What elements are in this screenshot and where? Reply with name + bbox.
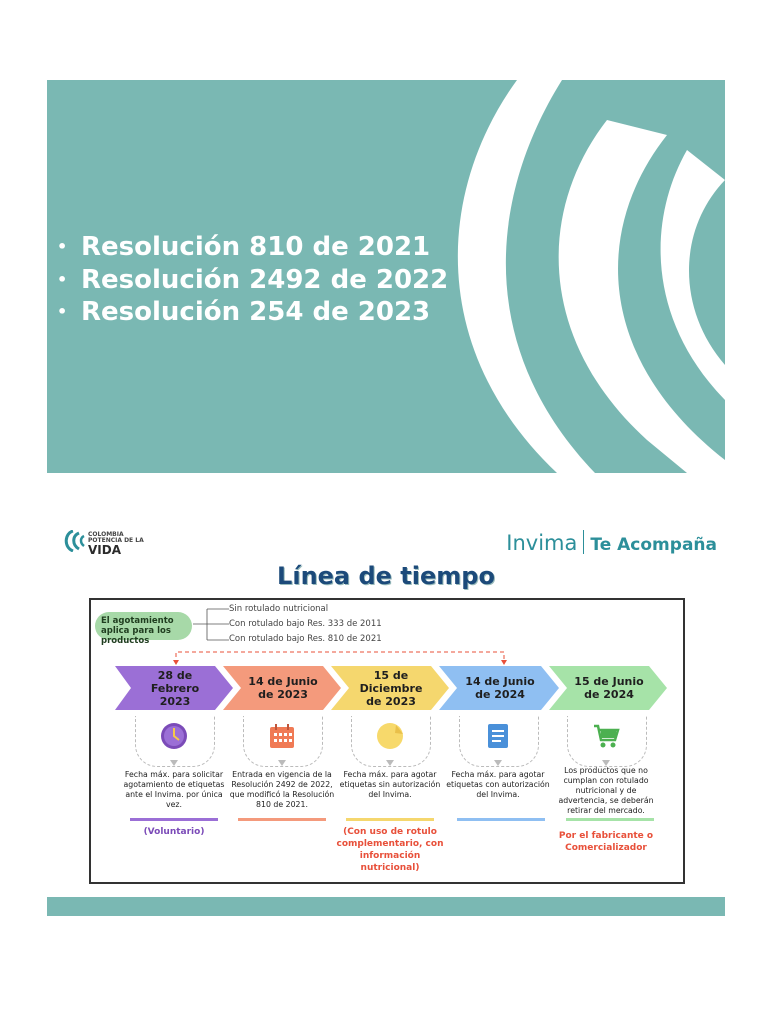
- sticker-icon: [376, 722, 404, 750]
- step-underline: [130, 818, 218, 821]
- step-date: 14 de Junio de 2023: [248, 675, 318, 701]
- pointer: [170, 760, 178, 766]
- step-description: Entrada en vigencia de la Resolución 2492 de 2022, que modificó la Resolución 810 de 2021.: [229, 770, 335, 809]
- step-date: 14 de Junio de 2024: [465, 675, 535, 701]
- resolution-item: • Resolución 2492 de 2022: [57, 264, 449, 295]
- pointer: [494, 760, 502, 766]
- step-underline: [566, 818, 654, 821]
- colombia-logo: [61, 530, 144, 557]
- step-underline: [346, 818, 434, 821]
- resolution-item: • Resolución 810 de 2021: [57, 232, 431, 262]
- step-date: 15 de Junio de 2024: [574, 675, 644, 701]
- pointer: [386, 760, 394, 766]
- slide-resoluciones: [47, 80, 725, 473]
- step-date: 15 de Diciembre de 2023: [359, 668, 423, 708]
- branch-label: Sin rotulado nutricional: [229, 604, 329, 614]
- branch-label: Con rotulado bajo Res. 810 de 2021: [229, 634, 382, 644]
- colombia-logo-icon: [61, 530, 85, 552]
- clock-icon: [160, 722, 188, 750]
- invima-tagline: Te Acompaña: [590, 535, 717, 555]
- pointer: [278, 760, 286, 766]
- slide-title: Línea de tiempo: [277, 562, 495, 590]
- step-description: Los productos que no cumplan con rotulado nutricional y de advertencia, se deberán retirar del mercado.: [558, 766, 654, 815]
- colombia-logo-line1: COLOMBIA POTENCIA DE LA: [88, 531, 144, 544]
- step-description: Fecha máx. para agotar etiquetas con autorización del Invima.: [446, 770, 550, 799]
- step-underline: [238, 818, 326, 821]
- step-description: Fecha máx. para solicitar agotamiento de etiquetas ante el Invima. por única vez.: [123, 770, 225, 809]
- step-note: Por el fabricante o Comercializador: [558, 831, 654, 853]
- invima-logo: [506, 530, 717, 556]
- invima-brand: Invima: [506, 531, 578, 555]
- step-description: Fecha máx. para agotar etiquetas sin autorización del Invima.: [339, 770, 441, 799]
- step-note: (Voluntario): [143, 827, 205, 837]
- branch-connector: [191, 606, 231, 642]
- resolution-item: • Resolución 254 de 2023: [57, 297, 431, 327]
- timeline-infographic: [89, 598, 685, 884]
- cart-icon: [592, 722, 620, 750]
- step-date: 28 de Febrero 2023: [150, 668, 200, 708]
- calendar-icon: [268, 722, 296, 750]
- resolution-list: [57, 231, 448, 329]
- document-icon: [484, 722, 512, 750]
- logo-divider: [583, 530, 584, 554]
- products-pill: El agotamiento aplica para los productos: [95, 612, 192, 640]
- dashed-link: [171, 648, 511, 666]
- colombia-logo-line2: VIDA: [88, 543, 121, 557]
- branch-label: Con rotulado bajo Res. 333 de 2011: [229, 619, 382, 629]
- step-note: (Con uso de rotulo complementario, con información nutricional): [336, 827, 444, 873]
- step-underline: [457, 818, 545, 821]
- slide-linea-de-tiempo: [47, 500, 725, 916]
- footer-bar: [47, 897, 725, 916]
